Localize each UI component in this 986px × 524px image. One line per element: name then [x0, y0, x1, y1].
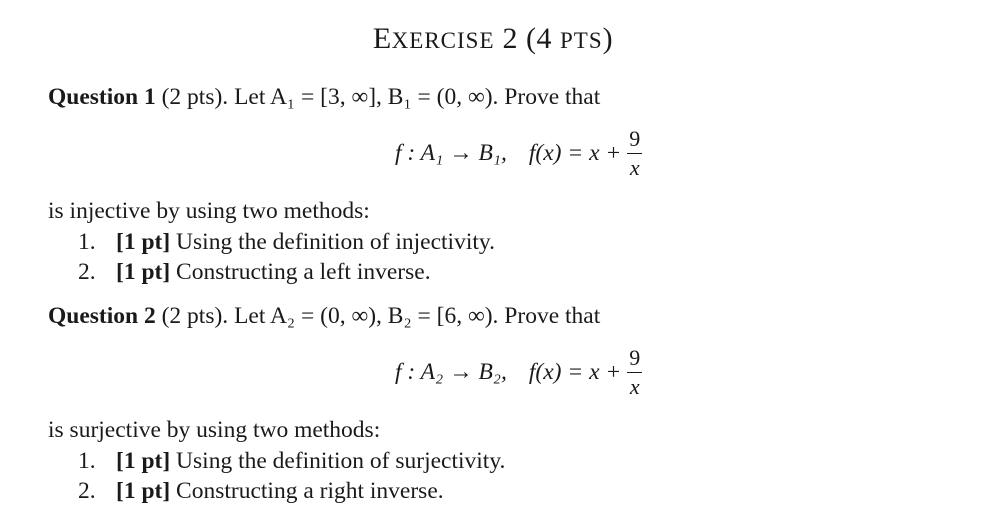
q2-fraction — [627, 347, 642, 398]
title-number: 2 — [502, 22, 519, 55]
q2-formula-lhs: f : A₂ → B₂, — [395, 359, 507, 385]
list-text: Using the definition of injectivity. — [176, 229, 495, 255]
q2-frac-numerator: 9 — [627, 347, 642, 373]
q1-fraction — [627, 128, 642, 179]
question-1-statement — [48, 86, 600, 110]
q1-frac-denominator: x — [629, 155, 640, 180]
list-number: 1. — [78, 229, 96, 255]
question-1-item-2 — [78, 261, 431, 285]
title-rest: XERCISE — [391, 28, 495, 53]
question-2-points: (2 pts). — [161, 303, 229, 329]
question-2-text: Let A₂ = (0, ∞), B₂ = [6, ∞). Prove that — [234, 303, 601, 329]
q1-formula-rhs: f(x) = x + — [528, 140, 622, 166]
question-2-after: is surjective by using two methods: — [48, 417, 381, 443]
q1-formula-lhs: f : A₁ → B₁, — [395, 140, 507, 166]
exercise-title — [0, 22, 986, 56]
list-points: [1 pt] — [116, 259, 171, 285]
question-1-text: Let A₁ = [3, ∞], B₁ = (0, ∞). Prove that — [234, 84, 601, 110]
q2-frac-denominator: x — [629, 374, 640, 399]
question-1-label: Question 1 — [48, 84, 156, 110]
question-1-formula — [395, 128, 642, 179]
list-text: Constructing a left inverse. — [176, 259, 431, 285]
question-2-item-1 — [78, 450, 505, 474]
list-number: 1. — [78, 448, 96, 474]
question-1-after: is injective by using two methods: — [48, 198, 370, 224]
question-2-formula — [395, 347, 642, 398]
question-2-item-2 — [78, 480, 444, 504]
list-text: Using the definition of surjectivity. — [176, 448, 506, 474]
question-1-points: (2 pts). — [161, 84, 229, 110]
q2-formula-rhs: f(x) = x + — [528, 359, 622, 385]
list-points: [1 pt] — [116, 478, 171, 504]
list-number: 2. — [78, 478, 96, 504]
q1-frac-numerator: 9 — [627, 128, 642, 154]
question-2-statement — [48, 305, 600, 329]
list-points: [1 pt] — [116, 229, 171, 255]
title-first-letter: E — [372, 22, 392, 55]
title-pts: PTS — [560, 28, 603, 53]
list-points: [1 pt] — [116, 448, 171, 474]
title-pts-close: ) — [602, 22, 614, 55]
question-1-item-1 — [78, 231, 495, 255]
title-pts-open: (4 — [526, 22, 561, 55]
list-number: 2. — [78, 259, 96, 285]
list-text: Constructing a right inverse. — [176, 478, 444, 504]
question-2-label: Question 2 — [48, 303, 156, 329]
